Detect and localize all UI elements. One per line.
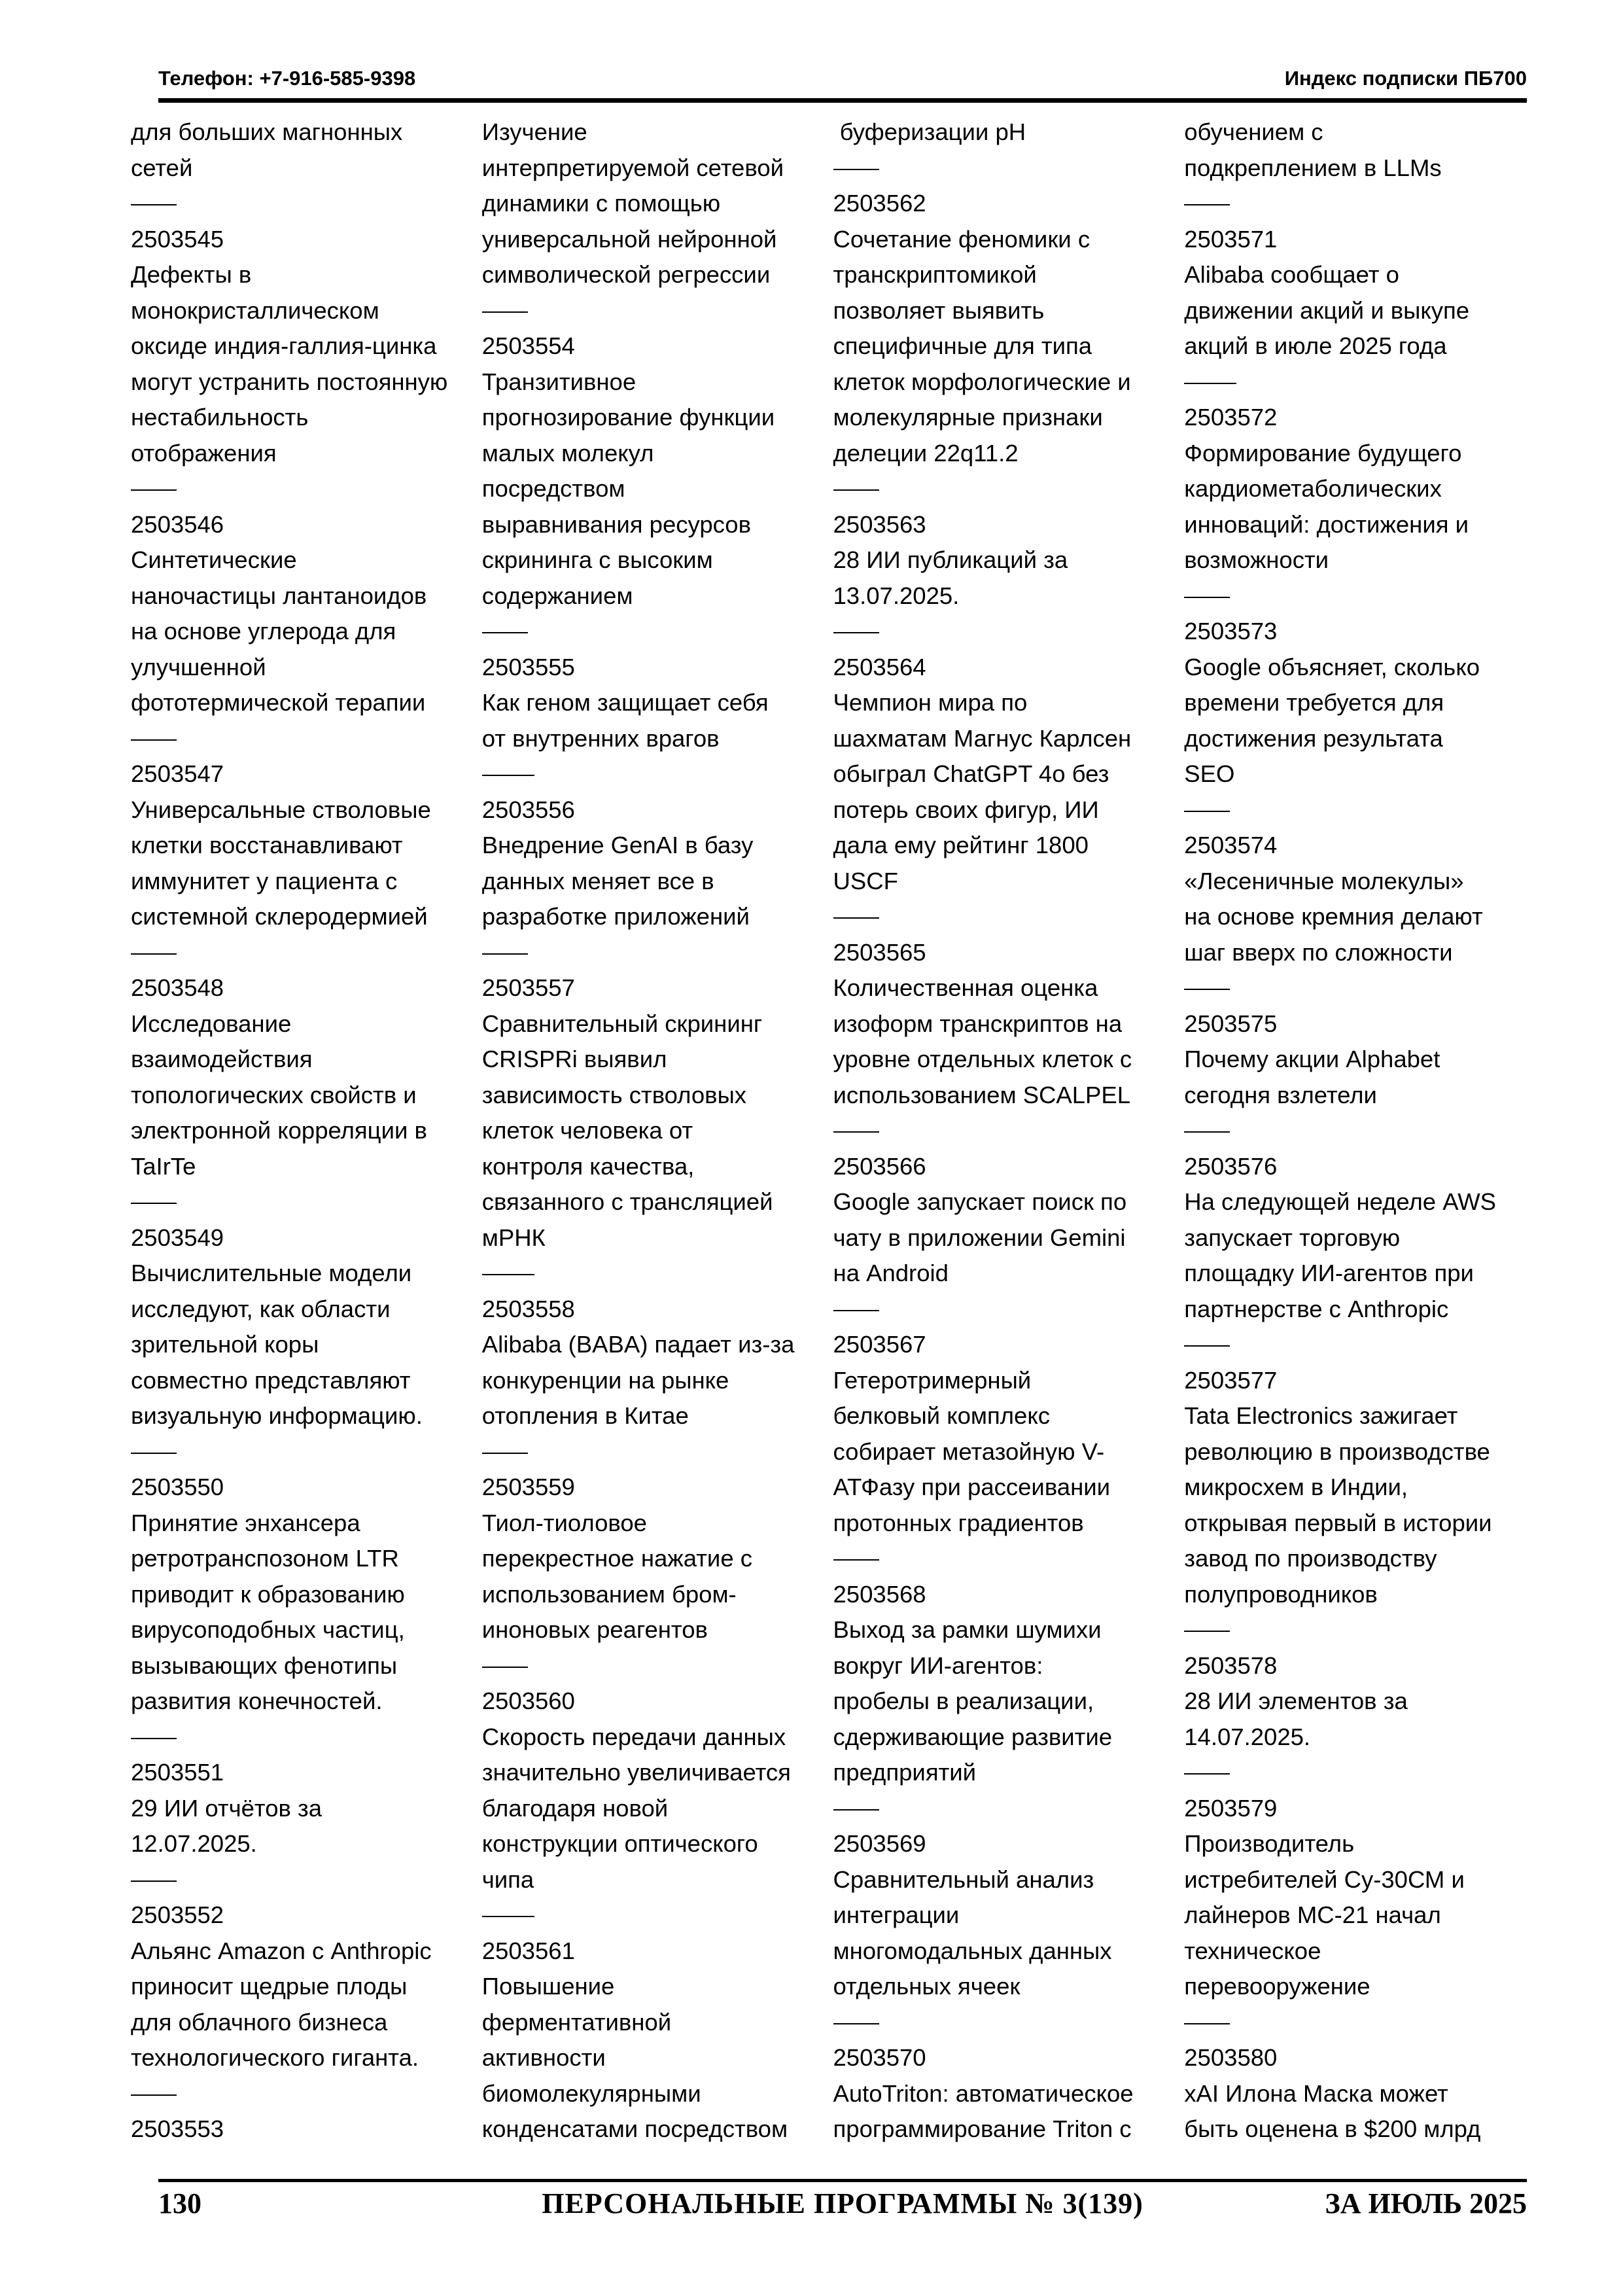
item-separator bbox=[1184, 1327, 1531, 1363]
item-text-line: благодаря новой bbox=[481, 1794, 669, 1822]
item-text-line: совместно представляют bbox=[131, 1366, 411, 1394]
item-text-line: биомолекулярными bbox=[481, 2079, 701, 2107]
item-text-line: скрининга с высоким bbox=[481, 546, 713, 573]
item-text-line: уровне отдельных клеток с bbox=[833, 1046, 1132, 1072]
item-separator bbox=[833, 614, 1178, 650]
item-number: 2503579 bbox=[1184, 1794, 1278, 1822]
item-number: 2503564 bbox=[833, 653, 926, 680]
item-text-line: возможности bbox=[1184, 546, 1329, 573]
item-text-line: TaIrTe bbox=[131, 1152, 196, 1180]
page-number: 130 bbox=[158, 2187, 201, 2219]
item-text-line: SEO bbox=[1184, 760, 1235, 787]
item-number: 2503580 bbox=[1184, 2044, 1278, 2071]
item-text-line: 28 ИИ элементов за bbox=[1184, 1687, 1408, 1714]
item-text-line: предприятий bbox=[833, 1759, 977, 1786]
item-separator bbox=[482, 756, 827, 792]
item-number: 2503551 bbox=[131, 1759, 224, 1786]
item-text-line: USCF bbox=[833, 867, 898, 894]
item-text-line: Изучение bbox=[481, 118, 587, 145]
item-number: 2503574 bbox=[1184, 832, 1278, 858]
item-text-line: зрительной коры bbox=[131, 1331, 319, 1358]
item-text-line: Тиол-тиоловое bbox=[481, 1509, 647, 1536]
item-text-line: шаг вверх по сложности bbox=[1184, 938, 1453, 966]
item-separator bbox=[1184, 1755, 1531, 1791]
item-text-line: «Лесеничные молекулы» bbox=[1184, 867, 1464, 894]
item-separator bbox=[833, 150, 1178, 186]
item-text-line: 29 ИИ отчётов за bbox=[131, 1794, 323, 1822]
item-separator bbox=[1184, 970, 1531, 1006]
item-text-line: подкреплением в LLMs bbox=[1184, 154, 1442, 181]
item-text-line: АТФазу при рассеивании bbox=[833, 1474, 1111, 1500]
item-text-line: Чемпион мира по bbox=[833, 689, 1028, 716]
item-text-line: Производитель bbox=[1184, 1830, 1355, 1857]
header-rule bbox=[158, 98, 1527, 103]
item-separator bbox=[131, 1434, 476, 1470]
item-text-line: Гетеротримерный bbox=[833, 1366, 1032, 1394]
item-text-line: Google запускает поиск по bbox=[833, 1188, 1127, 1215]
item-text-line: Сравнительный скрининг bbox=[481, 1010, 763, 1037]
item-number: 2503576 bbox=[1184, 1152, 1278, 1180]
item-text-line: белковый комплекс bbox=[833, 1402, 1050, 1429]
item-text-line: позволяет выявить bbox=[833, 296, 1045, 324]
item-separator bbox=[482, 1434, 827, 1470]
item-separator bbox=[131, 721, 476, 757]
item-text-line: Альянс Amazon с Anthropic bbox=[131, 1937, 432, 1964]
item-number: 2503559 bbox=[481, 1474, 575, 1500]
item-text-line: транскриптомикой bbox=[833, 261, 1037, 288]
item-text-line: делеции 22q11.2 bbox=[833, 439, 1019, 467]
item-number: 2503548 bbox=[131, 974, 224, 1001]
item-text-line: времени требуется для bbox=[1184, 689, 1444, 716]
item-text-line: вызывающих фенотипы bbox=[131, 1651, 398, 1679]
item-text-line: Количественная оценка bbox=[833, 974, 1098, 1001]
item-text-line: приводит к образованию bbox=[131, 1580, 405, 1608]
item-text-line: оксиде индия-галлия-цинка bbox=[131, 332, 437, 359]
item-text-line: для облачного бизнеса bbox=[131, 2008, 388, 2036]
item-number: 2503556 bbox=[481, 796, 575, 823]
item-text-line: технологического гиганта. bbox=[131, 2044, 419, 2071]
item-text-line: обыграл ChatGPT 4o без bbox=[833, 760, 1109, 787]
item-text-line: Синтетические bbox=[131, 546, 297, 573]
item-number: 2503558 bbox=[481, 1295, 575, 1322]
item-separator bbox=[131, 1862, 476, 1898]
item-separator bbox=[482, 1898, 827, 1934]
item-number: 2503563 bbox=[833, 510, 926, 538]
item-text-line: Повышение bbox=[481, 1973, 615, 2000]
item-text-line: 14.07.2025. bbox=[1184, 1723, 1311, 1750]
item-text-line: системной склеродермией bbox=[131, 903, 428, 930]
item-text-line: символической регрессии bbox=[481, 261, 771, 288]
item-text-line: клеток человека от bbox=[481, 1117, 693, 1144]
item-text-line: молекулярные признаки bbox=[833, 404, 1103, 431]
item-text-line: интеграции bbox=[833, 1901, 960, 1928]
item-text-line: клеток морфологические и bbox=[833, 368, 1131, 395]
header-subscription-index: Индекс подписки ПБ700 bbox=[1284, 67, 1527, 90]
item-text-line: наночастицы лантаноидов bbox=[131, 582, 427, 609]
item-text-line: от внутренних врагов bbox=[481, 724, 720, 752]
column-2 bbox=[482, 115, 833, 2143]
item-text-line: Скорость передачи данных bbox=[481, 1723, 786, 1750]
item-number: 2503547 bbox=[131, 760, 224, 787]
item-text-line: ферментативной bbox=[481, 2008, 672, 2036]
item-separator bbox=[131, 1720, 476, 1756]
item-text-line: вирусоподобных частиц, bbox=[131, 1616, 405, 1643]
item-text-line: зависимость стволовых bbox=[481, 1081, 747, 1108]
item-text-line: Tata Electronics зажигает bbox=[1184, 1402, 1458, 1429]
item-text-line: вокруг ИИ-агентов: bbox=[833, 1651, 1043, 1679]
item-text-line: активности bbox=[481, 2044, 606, 2071]
item-text-line: приносит щедрые плоды bbox=[131, 1973, 408, 2000]
item-number: 2503571 bbox=[1184, 225, 1278, 253]
item-text-line: разработке приложений bbox=[481, 903, 750, 930]
item-text-line: топологических свойств и bbox=[131, 1081, 417, 1108]
item-number: 2503546 bbox=[131, 510, 224, 538]
item-text-line: революцию в производстве bbox=[1184, 1438, 1490, 1465]
item-text-line: на Android bbox=[833, 1260, 949, 1286]
item-text-line: достижения результата bbox=[1184, 724, 1443, 752]
item-text-line: электронной корреляции в bbox=[131, 1117, 427, 1144]
item-text-line: Внедрение GenAI в базу bbox=[481, 832, 754, 858]
item-text-line: Почему акции Alphabet bbox=[1184, 1046, 1440, 1072]
item-number: 2503561 bbox=[481, 1937, 575, 1964]
item-text-line: связанного с трансляцией bbox=[481, 1188, 773, 1215]
item-separator bbox=[833, 1541, 1178, 1577]
item-text-line: микросхем в Индии, bbox=[1184, 1474, 1408, 1500]
item-text-line: на основе кремния делают bbox=[1184, 903, 1483, 930]
item-text-line: Alibaba (BABA) падает из-за bbox=[481, 1331, 795, 1358]
item-text-line: улучшенной bbox=[131, 653, 266, 680]
item-text-line: 28 ИИ публикаций за bbox=[833, 546, 1068, 573]
item-text-line: инноваций: достижения и bbox=[1184, 510, 1469, 538]
item-separator bbox=[833, 1791, 1178, 1827]
item-text-line: чипа bbox=[481, 1865, 534, 1893]
item-separator bbox=[833, 1113, 1178, 1149]
item-text-line: нестабильность bbox=[131, 404, 309, 431]
item-text-line: мРНК bbox=[481, 1224, 546, 1251]
item-text-line: выравнивания ресурсов bbox=[481, 510, 751, 538]
item-number: 2503550 bbox=[131, 1474, 224, 1500]
item-text-line: многомодальных данных bbox=[833, 1937, 1112, 1964]
item-text-line: площадку ИИ-агентов при bbox=[1184, 1260, 1474, 1286]
item-text-line: отопления в Китае bbox=[481, 1402, 689, 1429]
item-text-line: исследуют, как области bbox=[131, 1295, 391, 1322]
item-text-line: партнерстве с Anthropic bbox=[1184, 1295, 1449, 1322]
item-text-line: Сравнительный анализ bbox=[833, 1865, 1094, 1893]
item-number: 2503565 bbox=[833, 938, 926, 966]
item-text-line: кардиометаболических bbox=[1184, 475, 1442, 502]
item-text-line: потерь своих фигур, ИИ bbox=[833, 796, 1099, 823]
item-separator bbox=[1184, 1113, 1531, 1149]
item-text-line: открывая первый в истории bbox=[1184, 1509, 1492, 1536]
item-text-line: истребителей Су-30СМ и bbox=[1184, 1865, 1465, 1893]
column-3 bbox=[833, 115, 1185, 2143]
item-text-line: CRISPRi выявил bbox=[481, 1046, 667, 1072]
item-text-line: сдерживающие развитие bbox=[833, 1723, 1113, 1750]
item-text-line: Alibaba сообщает о bbox=[1184, 261, 1399, 288]
item-text-line: малых молекул bbox=[481, 439, 654, 467]
item-separator bbox=[482, 1256, 827, 1292]
item-text-line: Универсальные стволовые bbox=[131, 796, 431, 823]
item-number: 2503572 bbox=[1184, 404, 1278, 431]
item-text-line: шахматам Магнус Карлсен bbox=[833, 724, 1132, 752]
item-text-line: чату в приложении Gemini bbox=[833, 1224, 1126, 1251]
item-number: 2503562 bbox=[833, 190, 926, 217]
item-text-line: буферизации pH bbox=[833, 118, 1026, 145]
publication-period: ЗА ИЮЛЬ 2025 bbox=[1325, 2187, 1527, 2219]
item-separator bbox=[833, 1292, 1178, 1328]
item-number: 2503554 bbox=[481, 332, 575, 359]
item-separator bbox=[131, 2076, 476, 2112]
item-number: 2503560 bbox=[481, 1687, 575, 1714]
item-text-line: пробелы в реализации, bbox=[833, 1687, 1094, 1714]
item-text-line: изоформ транскриптов на bbox=[833, 1010, 1123, 1037]
item-text-line: быть оценена в $200 млрд bbox=[1184, 2115, 1481, 2142]
item-text-line: обучением с bbox=[1184, 118, 1323, 145]
item-text-line: конденсатами посредством bbox=[481, 2115, 788, 2142]
item-separator bbox=[833, 471, 1178, 507]
item-separator bbox=[1184, 578, 1531, 614]
item-text-line: интерпретируемой сетевой bbox=[481, 154, 784, 181]
item-separator bbox=[1184, 186, 1531, 222]
item-text-line: сетей bbox=[131, 154, 193, 181]
item-separator bbox=[1184, 792, 1531, 828]
item-text-line: фототермической терапии bbox=[131, 689, 426, 716]
item-number: 2503577 bbox=[1184, 1366, 1278, 1394]
item-number: 2503555 bbox=[481, 653, 575, 680]
item-separator bbox=[1184, 364, 1531, 400]
item-text-line: ретротранспозоном LTR bbox=[131, 1545, 399, 1572]
item-number: 2503545 bbox=[131, 225, 224, 253]
header-phone: Телефон: +7-916-585-9398 bbox=[158, 67, 416, 90]
item-separator bbox=[482, 1648, 827, 1684]
item-text-line: использованием бром- bbox=[481, 1580, 737, 1608]
item-separator bbox=[1184, 2005, 1531, 2041]
item-text-line: иноновых реагентов bbox=[481, 1616, 708, 1643]
item-number: 2503557 bbox=[481, 974, 575, 1001]
item-number: 2503566 bbox=[833, 1152, 926, 1180]
item-number: 2503549 bbox=[131, 1224, 224, 1251]
item-text-line: отображения bbox=[131, 439, 277, 467]
item-text-line: использованием SCALPEL bbox=[833, 1081, 1131, 1108]
item-number: 2503569 bbox=[833, 1830, 926, 1857]
item-text-line: На следующей неделе AWS bbox=[1184, 1188, 1497, 1215]
item-text-line: протонных градиентов bbox=[833, 1509, 1084, 1536]
item-text-line: Сочетание феномики с bbox=[833, 225, 1091, 253]
item-text-line: визуальную информацию. bbox=[131, 1402, 423, 1429]
item-separator bbox=[482, 614, 827, 650]
item-text-line: Google объясняет, сколько bbox=[1184, 653, 1480, 680]
item-text-line: перекрестное нажатие с bbox=[481, 1545, 753, 1572]
item-text-line: сегодня взлетели bbox=[1184, 1081, 1377, 1108]
item-text-line: Дефекты в bbox=[131, 261, 252, 288]
news-columns bbox=[131, 115, 1537, 2143]
item-text-line: значительно увеличивается bbox=[481, 1759, 791, 1786]
item-text-line: для больших магнонных bbox=[131, 118, 403, 145]
item-text-line: Вычислительные модели bbox=[131, 1260, 412, 1286]
item-text-line: программирование Triton с bbox=[833, 2115, 1132, 2142]
item-text-line: Формирование будущего bbox=[1184, 439, 1462, 467]
item-separator bbox=[482, 293, 827, 329]
item-number: 2503552 bbox=[131, 1901, 224, 1928]
item-text-line: техническое bbox=[1184, 1937, 1321, 1964]
item-text-line: клетки восстанавливают bbox=[131, 832, 403, 858]
item-separator bbox=[131, 935, 476, 971]
column-1 bbox=[131, 115, 482, 2143]
item-text-line: данных меняет все в bbox=[481, 867, 714, 894]
item-text-line: движении акций и выкупе bbox=[1184, 296, 1470, 324]
item-number: 2503573 bbox=[1184, 618, 1278, 645]
item-separator bbox=[1184, 1612, 1531, 1648]
item-text-line: завод по производству bbox=[1184, 1545, 1437, 1572]
item-text-line: развития конечностей. bbox=[131, 1687, 383, 1714]
item-text-line: полупроводников bbox=[1184, 1580, 1378, 1608]
item-text-line: монокристаллическом bbox=[131, 296, 379, 324]
item-text-line: могут устранить постоянную bbox=[131, 368, 448, 395]
page-footer bbox=[158, 2187, 1527, 2233]
page-header bbox=[158, 63, 1527, 102]
item-separator bbox=[131, 186, 476, 222]
item-text-line: содержанием bbox=[481, 582, 633, 609]
item-text-line: AutoTriton: автоматическое bbox=[833, 2079, 1134, 2107]
item-text-line: 13.07.2025. bbox=[833, 582, 960, 609]
item-text-line: иммунитет у пациента с bbox=[131, 867, 398, 894]
item-text-line: на основе углерода для bbox=[131, 618, 396, 645]
item-number: 2503575 bbox=[1184, 1010, 1278, 1037]
item-text-line: 12.07.2025. bbox=[131, 1830, 257, 1857]
item-number: 2503570 bbox=[833, 2044, 926, 2071]
item-separator bbox=[833, 899, 1178, 935]
item-text-line: Как геном защищает себя bbox=[481, 689, 769, 716]
item-text-line: Выход за рамки шумихи bbox=[833, 1616, 1102, 1643]
item-separator bbox=[131, 471, 476, 507]
item-text-line: взаимодействия bbox=[131, 1046, 313, 1072]
item-text-line: перевооружение bbox=[1184, 1973, 1370, 2000]
item-text-line: конкуренции на рынке bbox=[481, 1366, 729, 1394]
item-text-line: Принятие энхансера bbox=[131, 1509, 360, 1536]
item-number: 2503578 bbox=[1184, 1651, 1278, 1679]
item-text-line: Исследование bbox=[131, 1010, 292, 1037]
item-number: 2503553 bbox=[131, 2115, 224, 2142]
item-text-line: Транзитивное bbox=[481, 368, 637, 395]
publication-title: ПЕРСОНАЛЬНЫЕ ПРОГРАММЫ № 3(139) bbox=[542, 2187, 1143, 2219]
item-text-line: собирает метазойную V- bbox=[833, 1438, 1105, 1465]
item-text-line: контроля качества, bbox=[481, 1152, 695, 1180]
column-4 bbox=[1184, 115, 1537, 2143]
item-text-line: динамики с помощью bbox=[481, 190, 721, 217]
item-separator bbox=[131, 1184, 476, 1220]
item-text-line: отдельных ячеек bbox=[833, 1973, 1021, 2000]
item-text-line: запускает торговую bbox=[1184, 1224, 1401, 1251]
item-text-line: лайнеров МС-21 начал bbox=[1184, 1901, 1441, 1928]
item-separator bbox=[482, 935, 827, 971]
item-text-line: акций в июле 2025 года bbox=[1184, 332, 1447, 359]
item-number: 2503568 bbox=[833, 1580, 926, 1608]
item-text-line: универсальной нейронной bbox=[481, 225, 777, 253]
item-text-line: конструкции оптического bbox=[481, 1830, 758, 1857]
footer-rule bbox=[158, 2179, 1527, 2182]
item-text-line: прогнозирование функции bbox=[481, 404, 775, 431]
item-separator bbox=[833, 2005, 1178, 2041]
item-text-line: специфичные для типа bbox=[833, 332, 1092, 359]
item-text-line: посредством bbox=[481, 475, 625, 502]
item-text-line: xAI Илона Маска может bbox=[1184, 2079, 1448, 2107]
item-text-line: дала ему рейтинг 1800 bbox=[833, 832, 1089, 858]
item-number: 2503567 bbox=[833, 1331, 926, 1358]
